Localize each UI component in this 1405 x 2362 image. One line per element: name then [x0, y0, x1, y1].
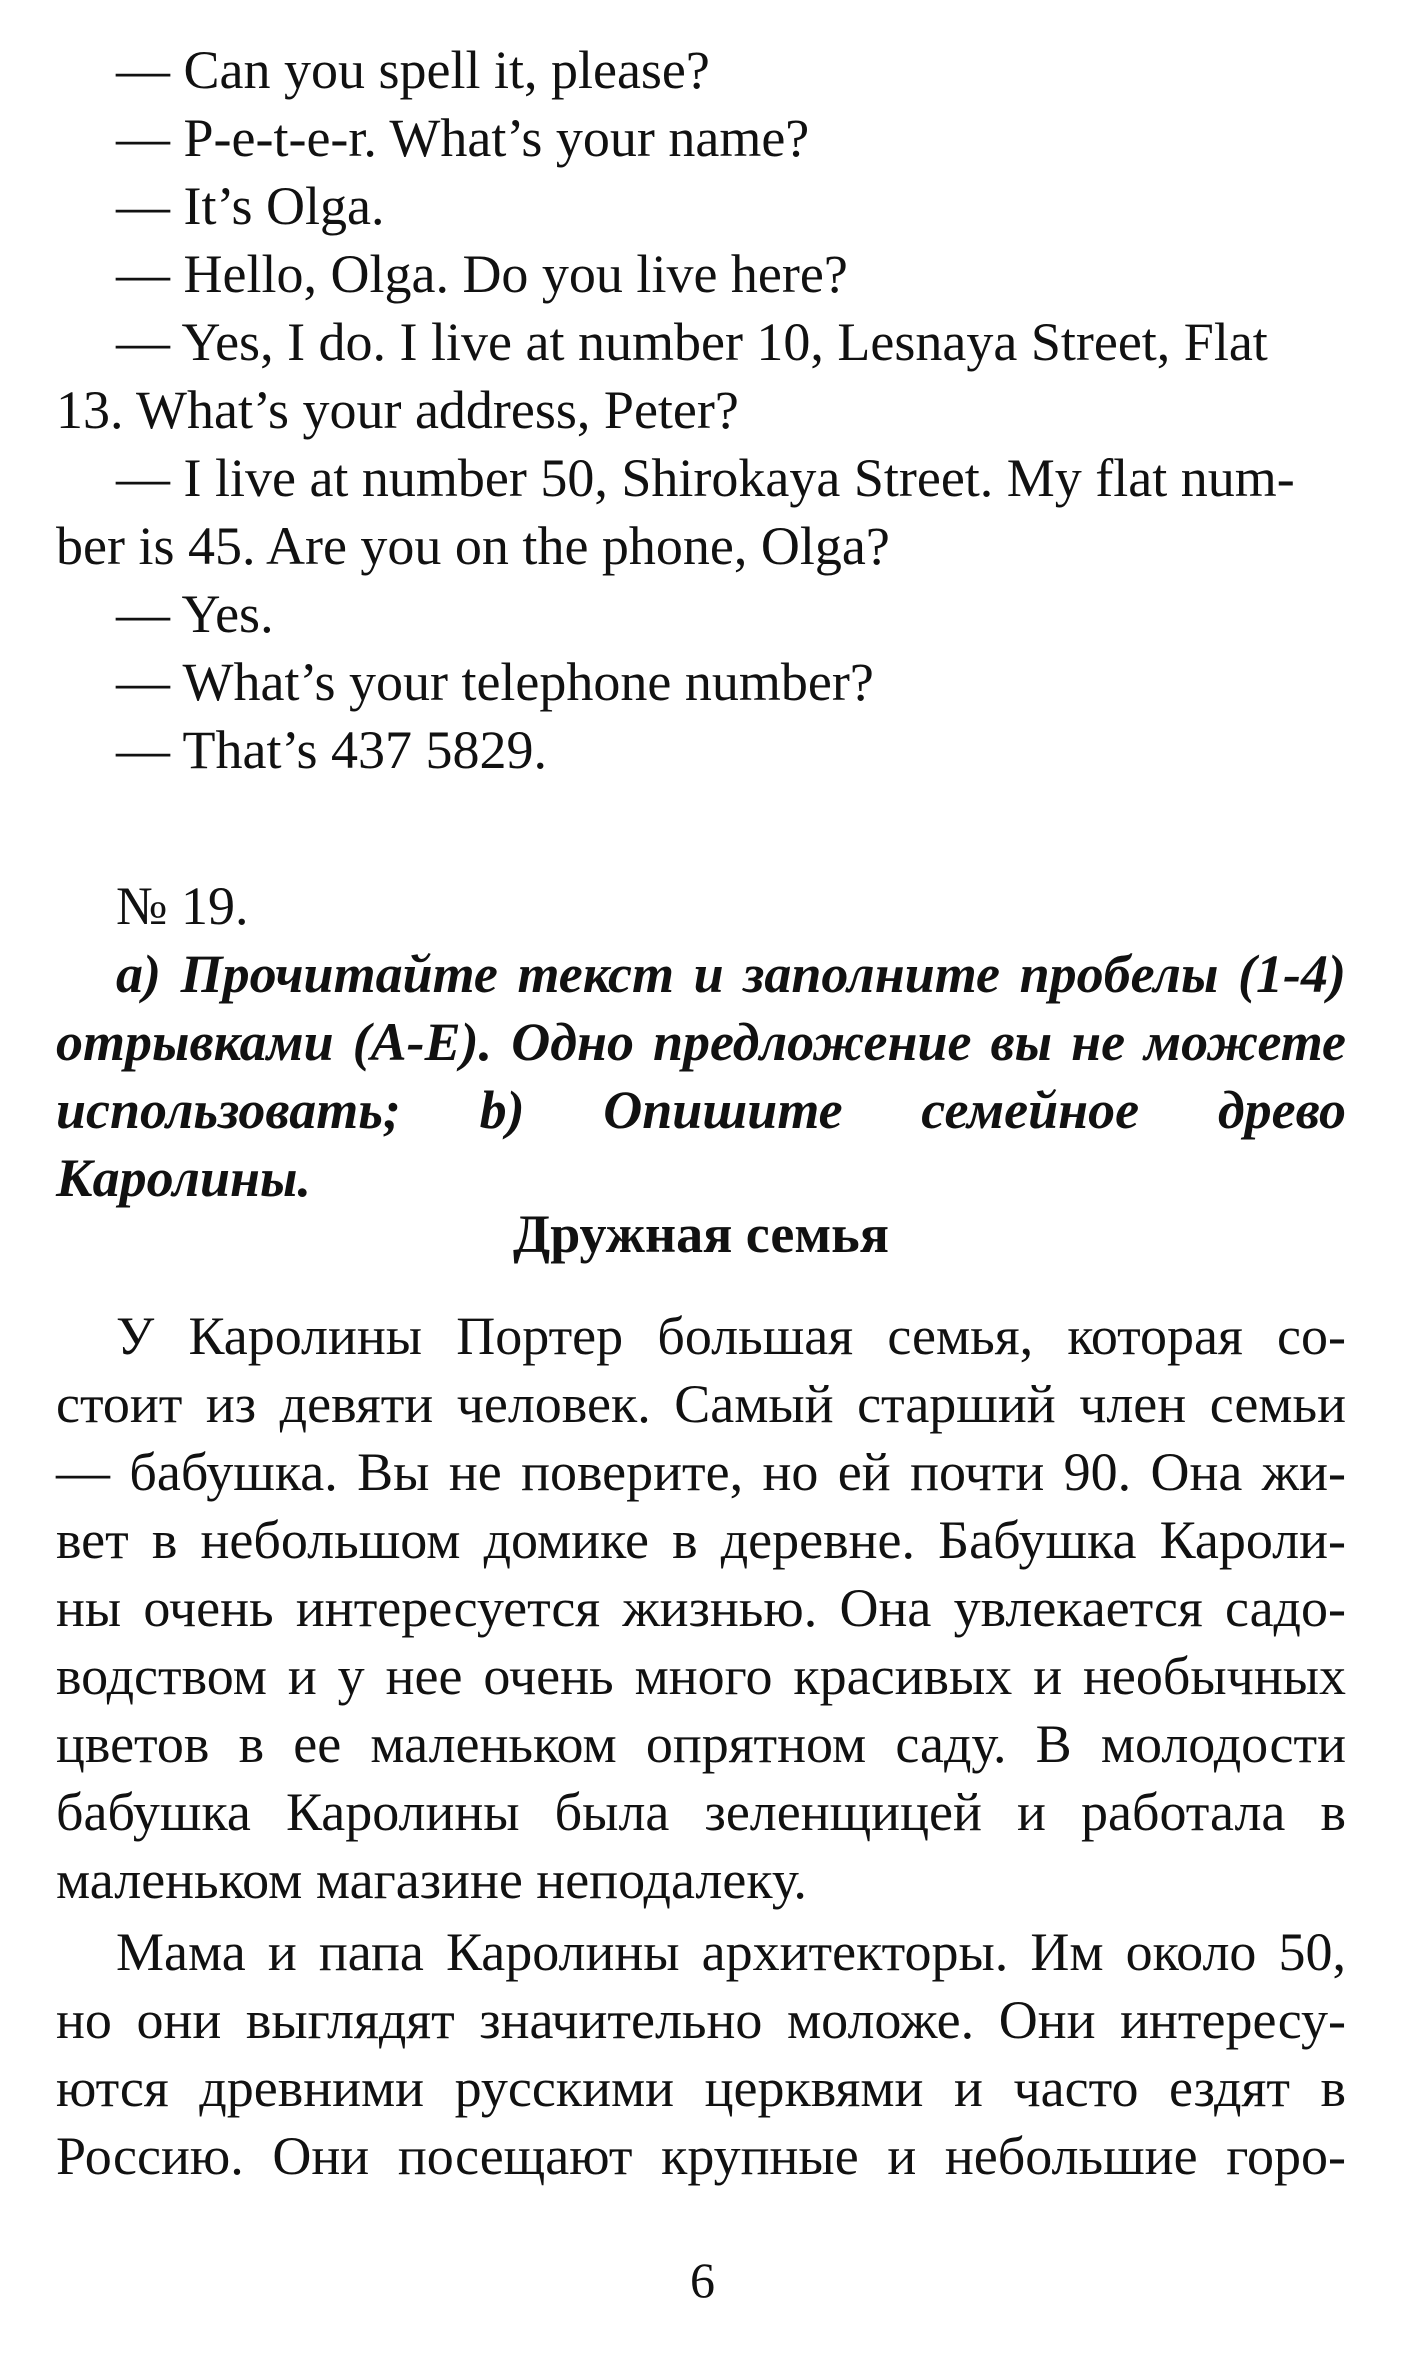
- dialogue-block: [56, 36, 1346, 784]
- dialogue-line: — Can you spell it, please?: [116, 40, 710, 100]
- dialogue-line: — It’s Olga.: [116, 176, 385, 236]
- paragraph-line: бабушка Каролины была зеленщицей и работала в: [56, 1782, 1346, 1842]
- story-paragraph-2: [56, 1918, 1346, 2190]
- dialogue-line: — Yes, I do. I live at number 10, Lesnaya Street, Flat: [116, 312, 1268, 372]
- story-paragraph-1: [56, 1302, 1346, 1914]
- paragraph-line: ются древними русскими церквями и часто ездят в: [56, 2058, 1346, 2118]
- paragraph-line: У Каролины Портер большая семья, которая со-: [116, 1306, 1346, 1366]
- paragraph-line: Мама и папа Каролины архитекторы. Им около 50,: [116, 1922, 1346, 1982]
- story-title-block: [56, 1200, 1346, 1268]
- paragraph-line: стоит из девяти человек. Самый старший член семьи: [56, 1374, 1346, 1434]
- instruction-line: использовать; b) Опишите семейное древо Каролины.: [56, 1080, 1346, 1208]
- dialogue-line: — That’s 437 5829.: [116, 720, 547, 780]
- paragraph-line: но они выглядят значительно моложе. Они интересу-: [56, 1990, 1346, 2050]
- paragraph-line: маленьком магазине неподалеку.: [56, 1850, 807, 1910]
- paragraph-line: водством и у нее очень много красивых и необычных: [56, 1646, 1346, 1706]
- paragraph-line: вет в небольшом домике в деревне. Бабушка Кароли-: [56, 1510, 1346, 1570]
- dialogue-line: — P-e-t-e-r. What’s your name?: [116, 108, 810, 168]
- dialogue-line: — What’s your telephone number?: [116, 652, 874, 712]
- page-number: 6: [690, 2252, 715, 2308]
- instruction-line: отрывками (A-E). Одно предложение вы не можете: [56, 1012, 1346, 1072]
- exercise-number: № 19.: [116, 876, 249, 936]
- dialogue-line: — I live at number 50, Shirokaya Street. My flat num-: [116, 448, 1295, 508]
- paragraph-line: Россию. Они посещают крупные и небольшие горо-: [56, 2126, 1346, 2186]
- dialogue-line: ber is 45. Are you on the phone, Olga?: [56, 516, 890, 576]
- instruction-line: a) Прочитайте текст и заполните пробелы (1-4): [116, 944, 1346, 1004]
- dialogue-line: 13. What’s your address, Peter?: [56, 380, 739, 440]
- story-title: Дружная семья: [513, 1204, 889, 1264]
- dialogue-line: — Hello, Olga. Do you live here?: [116, 244, 848, 304]
- exercise-instruction: [56, 940, 1346, 1212]
- paragraph-line: цветов в ее маленьком опрятном саду. В молодости: [56, 1714, 1346, 1774]
- dialogue-line: — Yes.: [116, 584, 274, 644]
- paragraph-line: — бабушка. Вы не поверите, но ей почти 90. Она жи-: [56, 1442, 1346, 1502]
- paragraph-line: ны очень интересуется жизнью. Она увлекается садо-: [56, 1578, 1346, 1638]
- exercise-block: [56, 872, 1346, 1212]
